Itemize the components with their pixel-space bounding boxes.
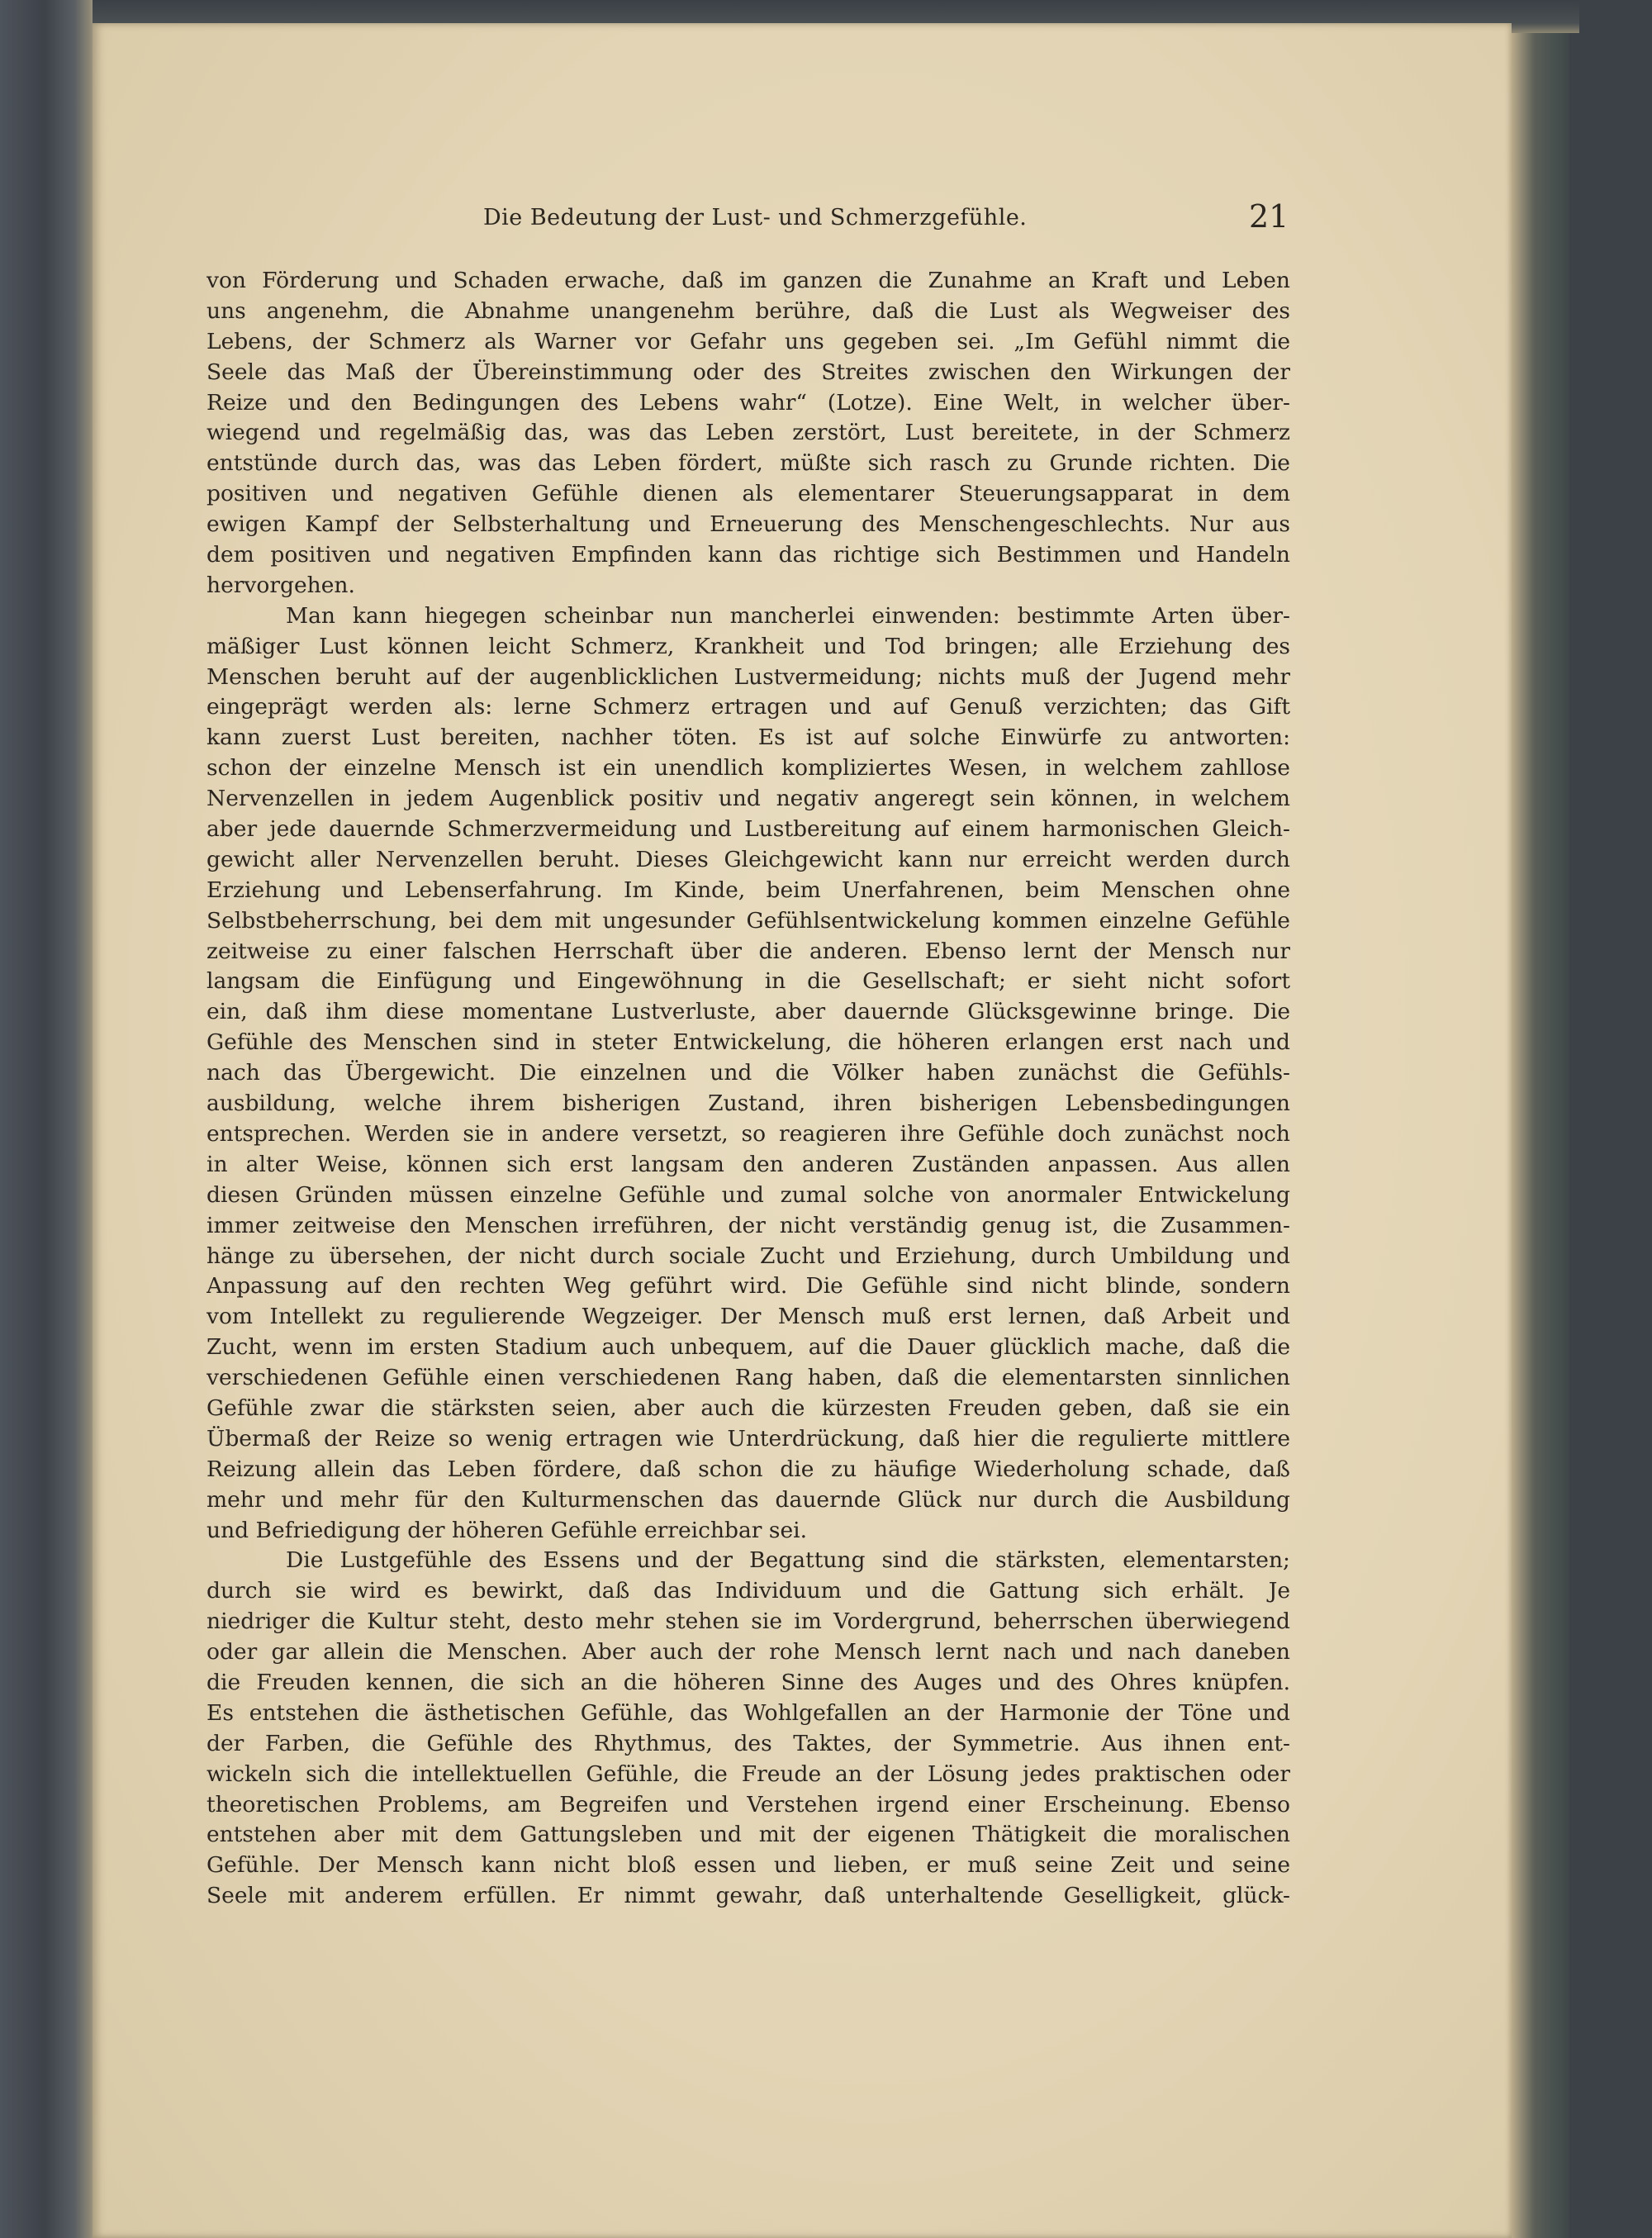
- text-line: Zucht, wenn im ersten Stadium auch unbequem, auf die Dauer glücklich mache, daß die: [206, 1334, 1290, 1361]
- text-line: Seele mit anderem erfüllen. Er nimmt gewahr, daß unterhaltende Geselligkeit, glück-: [206, 1883, 1290, 1909]
- text-line: Die Lustgefühle des Essens und der Begattung sind die stärksten, elementarsten;: [286, 1547, 1290, 1574]
- text-line: wiegend und regelmäßig das, was das Leben zerstört, Lust bereitete, in der Schmerz: [206, 420, 1290, 446]
- running-title: Die Bedeutung der Lust- und Schmerzgefühle.: [483, 205, 1028, 230]
- page-number: 21: [1249, 198, 1289, 235]
- text-line: kann zuerst Lust bereiten, nachher töten. Es ist auf solche Einwürfe zu antworten:: [206, 725, 1290, 751]
- text-line: gewicht aller Nervenzellen beruht. Dieses Gleichgewicht kann nur erreicht werden durch: [206, 846, 1290, 872]
- text-line: zeitweise zu einer falschen Herrschaft über die anderen. Ebenso lernt der Mensch nur: [206, 938, 1290, 964]
- text-line: wickeln sich die intellektuellen Gefühle, die Freude an der Lösung jedes praktischen oder: [206, 1760, 1290, 1787]
- text-line: entsprechen. Werden sie in andere versetzt, so reagieren ihre Gefühle doch zunächst noch: [206, 1120, 1290, 1147]
- scan-background-left: [0, 0, 99, 2238]
- text-line: Gefühle des Menschen sind in steter Entwickelung, die höheren erlangen erst nach und: [206, 1029, 1290, 1056]
- text-line: Gefühle zwar die stärksten seien, aber auch die kürzesten Freuden geben, daß sie ein: [206, 1395, 1290, 1421]
- text-line: in alter Weise, können sich erst langsam den anderen Zuständen anpassen. Aus allen: [206, 1151, 1290, 1177]
- text-line: von Förderung und Schaden erwache, daß im ganzen die Zunahme an Kraft und Leben: [206, 268, 1290, 293]
- text-line: Nervenzellen in jedem Augenblick positiv und negativ angeregt sein können, in welchem: [206, 786, 1290, 812]
- text-line: ausbildung, welche ihrem bisherigen Zustand, ihren bisherigen Lebensbedingungen: [206, 1090, 1290, 1117]
- text-line: verschiedenen Gefühle einen verschiedenen Rang haben, daß die elementarsten sinnlichen: [206, 1365, 1290, 1391]
- text-line: Selbstbeherrschung, bei dem mit ungesunder Gefühlsentwickelung kommen einzelne Gefühle: [206, 907, 1290, 934]
- text-line: der Farben, die Gefühle des Rhythmus, des Taktes, der Symmetrie. Aus ihnen ent-: [206, 1730, 1290, 1756]
- text-line: durch sie wird es bewirkt, daß das Individuum und die Gattung sich erhält. Je: [206, 1578, 1290, 1604]
- text-line: hervorgehen.: [206, 572, 355, 598]
- text-line: eingeprägt werden als: lerne Schmerz ertragen und auf Genuß verzichten; das Gift: [206, 694, 1290, 720]
- text-line: aber jede dauernde Schmerzvermeidung und Lustbereitung auf einem harmonischen Gleich-: [206, 816, 1290, 843]
- text-line: ewigen Kampf der Selbsterhaltung und Erneuerung des Menschengeschlechts. Nur aus: [206, 511, 1290, 538]
- text-line: Erziehung und Lebenserfahrung. Im Kinde, beim Unerfahrenen, beim Menschen ohne: [206, 877, 1290, 903]
- text-line: Menschen beruht auf der augenblicklichen Lustvermeidung; nichts muß der Jugend mehr: [206, 663, 1290, 690]
- text-line: hänge zu übersehen, der nicht durch sociale Zucht und Erziehung, durch Umbildung und: [206, 1243, 1290, 1269]
- text-line: uns angenehm, die Abnahme unangenehm berühre, daß die Lust als Wegweiser des: [206, 297, 1290, 324]
- text-line: Übermaß der Reize so wenig ertragen wie Unterdrückung, daß hier die regulierte mittlere: [206, 1425, 1290, 1452]
- text-line: immer zeitweise den Menschen irreführen, der nicht verständig genug ist, die Zusammen-: [206, 1212, 1290, 1238]
- text-line: dem positiven und negativen Empfinden kann das richtige sich Bestimmen und Handeln: [206, 542, 1290, 568]
- text-line: Gefühle. Der Mensch kann nicht bloß essen und lieben, er muß seine Zeit und seine: [206, 1852, 1290, 1879]
- text-line: Es entstehen die ästhetischen Gefühle, das Wohlgefallen an der Harmonie der Töne und: [206, 1699, 1290, 1726]
- text-line: entstünde durch das, was das Leben fördert, müßte sich rasch zu Grunde richten. Die: [206, 450, 1290, 477]
- text-line: langsam die Einfügung und Eingewöhnung in die Gesellschaft; er sieht nicht sofort: [206, 968, 1290, 995]
- text-line: Anpassung auf den rechten Weg geführt wird. Die Gefühle sind nicht blinde, sondern: [206, 1273, 1290, 1300]
- text-line: schon der einzelne Mensch ist ein unendlich kompliziertes Wesen, in welchem zahllose: [206, 755, 1290, 782]
- text-line: Reizung allein das Leben fördere, daß schon die zu häufige Wiederholung schade, daß: [206, 1456, 1290, 1482]
- book-cover-right: [1512, 33, 1569, 2238]
- text-line: positiven und negativen Gefühle dienen als elementarer Steuerungsapparat in dem: [206, 481, 1290, 507]
- text-line: nach das Übergewicht. Die einzelnen und die Völker haben zunächst die Gefühls-: [206, 1060, 1290, 1086]
- text-line: entstehen aber mit dem Gattungsleben und mit der eigenen Thätigkeit die moralischen: [206, 1822, 1290, 1848]
- text-line: mäßiger Lust können leicht Schmerz, Krankheit und Tod bringen; alle Erziehung des: [206, 633, 1290, 659]
- text-line: niedriger die Kultur steht, desto mehr stehen sie im Vordergrund, beherrschen überwiegend: [206, 1608, 1290, 1635]
- text-line: theoretischen Problems, am Begreifen und Verstehen irgend einer Erscheinung. Ebenso: [206, 1791, 1290, 1817]
- text-line: Man kann hiegegen scheinbar nun mancherlei einwenden: bestimmte Arten über-: [286, 602, 1290, 629]
- text-line: die Freuden kennen, die sich an die höheren Sinne des Auges und des Ohres knüpfen.: [206, 1669, 1290, 1695]
- text-line: Reize und den Bedingungen des Lebens wahr“ (Lotze). Eine Welt, in welcher über-: [206, 389, 1290, 416]
- text-line: ein, daß ihm diese momentane Lustverluste, aber dauernde Glücksgewinne bringe. Die: [206, 999, 1290, 1025]
- text-line: und Befriedigung der höheren Gefühle erreichbar sei.: [206, 1517, 808, 1543]
- body-text: [206, 266, 1290, 1951]
- text-line: Lebens, der Schmerz als Warner vor Gefahr uns gegeben sei. „Im Gefühl nimmt die: [206, 328, 1290, 354]
- text-line: mehr und mehr für den Kulturmenschen das dauernde Glück nur durch die Ausbildung: [206, 1486, 1290, 1513]
- text-line: diesen Gründen müssen einzelne Gefühle und zumal solche von anormaler Entwickelung: [206, 1181, 1290, 1208]
- text-line: oder gar allein die Menschen. Aber auch der rohe Mensch lernt nach und nach daneben: [206, 1639, 1290, 1665]
- running-head: [206, 198, 1289, 254]
- text-line: vom Intellekt zu regulierende Wegzeiger. Der Mensch muß erst lernen, daß Arbeit und: [206, 1304, 1290, 1330]
- text-line: Seele das Maß der Übereinstimmung oder des Streites zwischen den Wirkungen der: [206, 359, 1290, 385]
